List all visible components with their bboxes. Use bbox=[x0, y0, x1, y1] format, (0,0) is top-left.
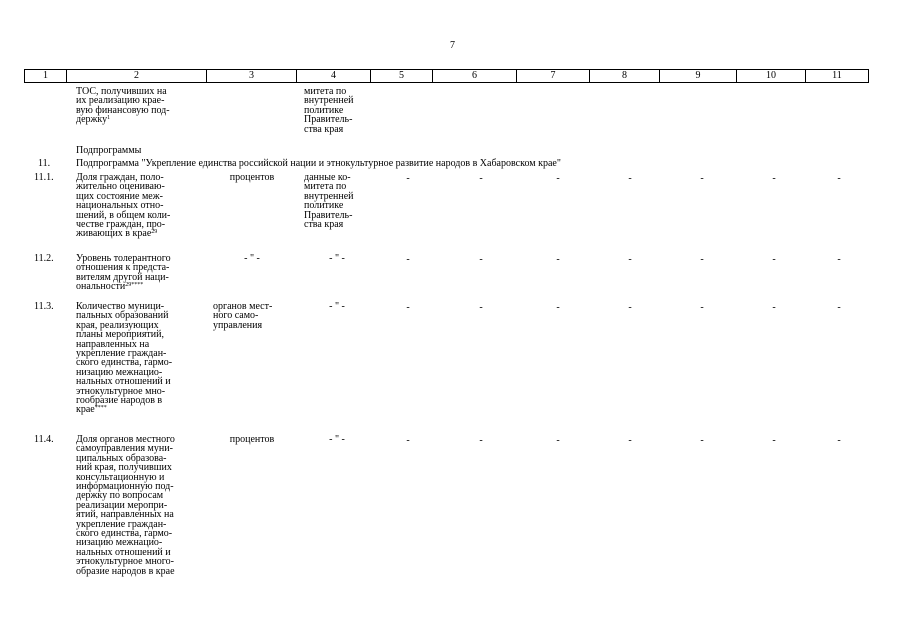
table-column-header bbox=[24, 69, 869, 83]
continued-row-name-text: ТОС, получивших на их реализацию крае- вую финансовую под- держку bbox=[76, 86, 170, 126]
column-header-7: 7 bbox=[516, 69, 589, 83]
row-value: - bbox=[556, 435, 560, 446]
row-unit: процентов bbox=[229, 172, 275, 183]
row-number: 11.3. bbox=[34, 301, 54, 312]
page-number: 7 bbox=[450, 40, 455, 51]
row-value: - bbox=[406, 435, 410, 446]
footnote-ref: 29 bbox=[151, 229, 158, 236]
row-indicator-name-text: Уровень толерантного отношения к предста- вителям другой наци- ональности bbox=[76, 253, 171, 293]
row-value: - bbox=[772, 435, 776, 446]
row-value: - bbox=[700, 435, 704, 446]
row-value: - bbox=[406, 254, 410, 265]
row-indicator-name: Доля органов местного самоуправления муни- ципальных образова- ний края, получивших консультационную и информационную под- держку по вопросам реализации меропри- ятий, направленных на укрепление граждан- ского единства, гармо- низацию межнацио- нальных отношений и этнокультурное много- образие народов в крае bbox=[76, 434, 175, 577]
row-value: - bbox=[479, 254, 483, 265]
row-value: - bbox=[628, 254, 632, 265]
footnote-ref: 29**** bbox=[125, 282, 144, 289]
column-header-9: 9 bbox=[659, 69, 736, 83]
row-source: - " - bbox=[329, 253, 345, 264]
footnote-ref: 1 bbox=[107, 115, 111, 122]
row-value: - bbox=[772, 173, 776, 184]
column-header-6: 6 bbox=[432, 69, 516, 83]
column-header-4: 4 bbox=[296, 69, 370, 83]
column-header-3: 3 bbox=[206, 69, 296, 83]
row-value: - bbox=[406, 302, 410, 313]
row-unit: - " - bbox=[244, 253, 260, 264]
row-value: - bbox=[700, 302, 704, 313]
row-indicator-name-text: Доля граждан, поло- жительно оцениваю- щих состояние меж- национальных отно- шений, в общем коли- честве граждан, про- живающих в крае bbox=[76, 172, 171, 240]
row-value: - bbox=[556, 302, 560, 313]
row-source: - " - bbox=[329, 301, 345, 312]
row-value: - bbox=[479, 302, 483, 313]
row-value: - bbox=[406, 173, 410, 184]
column-header-10: 10 bbox=[736, 69, 805, 83]
row-value: - bbox=[556, 254, 560, 265]
row-indicator-name bbox=[76, 173, 170, 239]
section-number: 11. bbox=[38, 158, 51, 169]
row-value: - bbox=[837, 435, 841, 446]
row-number: 11.2. bbox=[34, 253, 54, 264]
subprograms-label: Подпрограммы bbox=[76, 145, 142, 156]
column-header-5: 5 bbox=[370, 69, 432, 83]
row-value: - bbox=[628, 435, 632, 446]
row-indicator-name-text: Количество муници- пальных образований края, реализующих планы мероприятий, направленных на укрепление граждан- ского единства, гармо- низацию межнацио- нальных отношений и этнокультурное мно- гообразие народов в крае bbox=[76, 301, 173, 416]
row-value: - bbox=[479, 435, 483, 446]
footnote-ref: **** bbox=[94, 405, 107, 412]
row-value: - bbox=[556, 173, 560, 184]
row-value: - bbox=[700, 173, 704, 184]
row-value: - bbox=[772, 254, 776, 265]
column-header-11: 11 bbox=[805, 69, 869, 83]
row-value: - bbox=[837, 173, 841, 184]
continued-row-name bbox=[76, 87, 170, 125]
row-value: - bbox=[772, 302, 776, 313]
row-value: - bbox=[837, 254, 841, 265]
continued-row-source: митета по внутренней политике Правитель- ства края bbox=[304, 86, 354, 135]
row-source: - " - bbox=[329, 434, 345, 445]
row-unit: органов мест- ного само- управления bbox=[213, 301, 273, 331]
row-value: - bbox=[700, 254, 704, 265]
row-value: - bbox=[479, 173, 483, 184]
column-header-1: 1 bbox=[24, 69, 66, 83]
row-source: данные ко- митета по внутренней политике Правитель- ства края bbox=[304, 172, 354, 231]
row-value: - bbox=[628, 173, 632, 184]
row-value: - bbox=[628, 302, 632, 313]
row-number: 11.4. bbox=[34, 434, 54, 445]
section-title: Подпрограмма "Укрепление единства российской нации и этнокультурное развитие народов в Хабаровском крае" bbox=[76, 158, 561, 169]
row-number: 11.1. bbox=[34, 172, 54, 183]
row-indicator-name bbox=[76, 254, 171, 292]
row-value: - bbox=[837, 302, 841, 313]
column-header-2: 2 bbox=[66, 69, 206, 83]
row-unit: процентов bbox=[229, 434, 275, 445]
row-indicator-name bbox=[76, 302, 172, 415]
column-header-8: 8 bbox=[589, 69, 659, 83]
